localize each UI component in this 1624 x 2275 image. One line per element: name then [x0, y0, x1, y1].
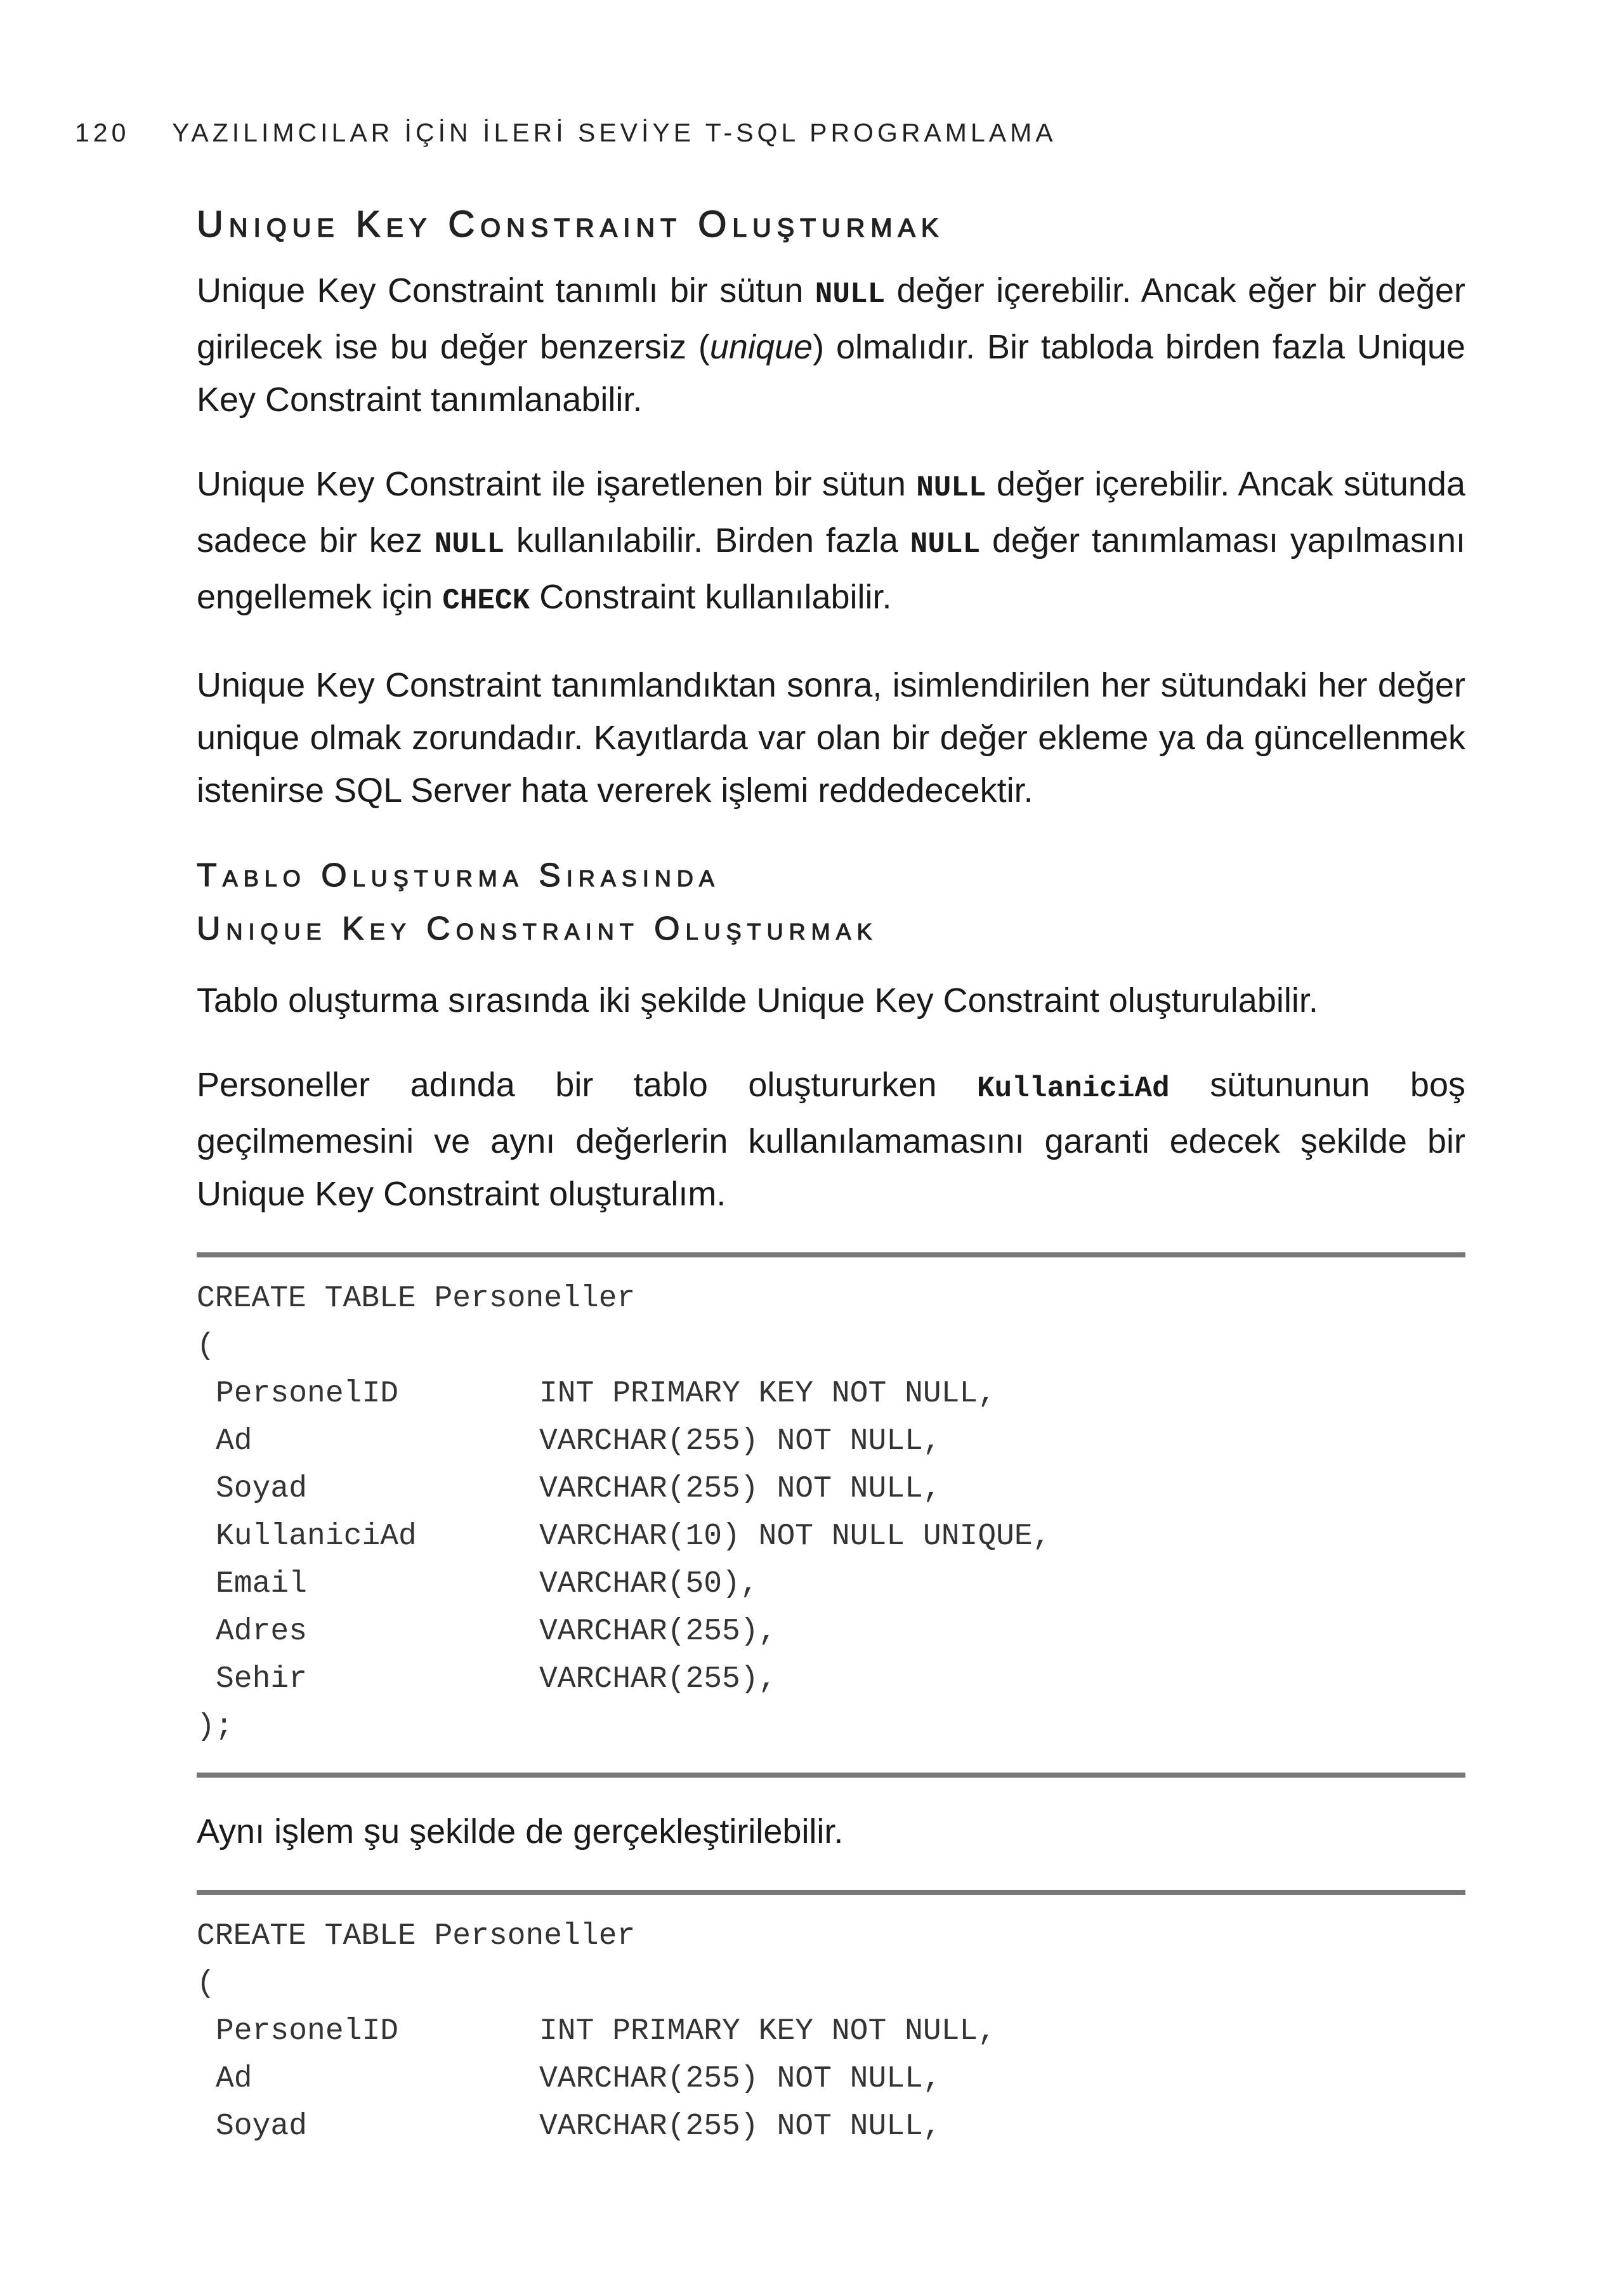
code-line-column: [197, 1608, 1465, 1656]
code-line-column: [197, 2008, 1465, 2055]
text-run: Unique Key Constraint ile işaretlenen bir sütun: [197, 465, 917, 503]
text-run: Personeller adında bir tablo oluştururken: [197, 1066, 978, 1104]
text-run: Tablo oluşturma sırasında iki şekilde Unique Key Constraint oluşturulabilir.: [197, 981, 1318, 1019]
code-line-close: );: [197, 1710, 233, 1744]
inline-code: NULL: [910, 528, 981, 561]
emphasis: unique: [709, 328, 813, 366]
text-run: kullanılabilir. Birden fazla: [504, 521, 910, 560]
section-heading: Unique Key Constraint Oluşturmak: [197, 204, 945, 245]
page-number: 120: [75, 118, 130, 147]
code-line-open-paren: (: [197, 1967, 215, 2001]
running-header: [75, 118, 1057, 148]
inline-code: KullaniciAd: [977, 1072, 1170, 1105]
code-line-column: [197, 1561, 1465, 1608]
text-run: değer içerebilir. Ancak sütunda sadece bir kez: [197, 465, 1465, 560]
column-definition: VARCHAR(255),: [539, 1615, 777, 1649]
text-run: değer içerebilir. Ancak eğer bir değer girilecek ise bu değer benzersiz (: [197, 272, 1465, 366]
subsection-body: [197, 974, 1465, 1221]
page-content: [197, 203, 1465, 2172]
code-line-column: [197, 2103, 1465, 2151]
body-paragraph: [197, 659, 1465, 817]
column-definition: VARCHAR(255) NOT NULL,: [539, 1472, 941, 1506]
inline-code: NULL: [916, 471, 986, 504]
code-line-open-paren: (: [197, 1329, 215, 1363]
inline-code: CHECK: [442, 584, 530, 617]
body-paragraph: [197, 974, 1465, 1027]
subsection-heading-line1: Tablo Oluşturma Sırasında: [197, 857, 720, 894]
column-definition: VARCHAR(255) NOT NULL,: [539, 2109, 941, 2144]
text-run: Unique Key Constraint tanımlandıktan sonra, isimlendirilen her sütundaki her değer unique olmak zorundadır. Kayıtlarda var olan bir değer ekleme ya da güncellenmek istenirse SQL Server hata vererek işlemi reddedecektir.: [197, 666, 1465, 810]
column-name: Adres: [216, 1615, 308, 1649]
subsection-heading: [197, 849, 1465, 955]
column-definition: VARCHAR(50),: [539, 1567, 759, 1601]
column-definition: VARCHAR(10) NOT NULL UNIQUE,: [539, 1519, 1051, 1554]
body-paragraph: [197, 458, 1465, 627]
code-line-column: [197, 1418, 1465, 1465]
body-paragraph: [197, 265, 1465, 426]
code-line-column: [197, 2055, 1465, 2103]
column-definition: INT PRIMARY KEY NOT NULL,: [539, 2014, 997, 2049]
between-text: Aynı işlem şu şekilde de gerçekleştirilebilir.: [197, 1813, 844, 1851]
column-name: Soyad: [216, 2109, 308, 2144]
column-definition: VARCHAR(255),: [539, 1662, 777, 1696]
subsection-heading-line2: Unique Key Constraint Oluşturmak: [197, 910, 878, 947]
column-name: Ad: [216, 1424, 252, 1459]
column-name: PersonelID: [216, 1377, 399, 1411]
inline-code: NULL: [815, 278, 886, 311]
inline-code: NULL: [434, 528, 505, 561]
text-run: değer tanımlaması yapılmasını engellemek için: [197, 521, 1465, 616]
section-body: [197, 265, 1465, 817]
code-line-column: [197, 1656, 1465, 1703]
column-name: PersonelID: [216, 2014, 399, 2049]
code-line-create: CREATE TABLE Personeller: [197, 1919, 636, 1953]
column-definition: INT PRIMARY KEY NOT NULL,: [539, 1377, 997, 1411]
code-line-column: [197, 1513, 1465, 1561]
column-name: Email: [216, 1567, 308, 1601]
column-definition: VARCHAR(255) NOT NULL,: [539, 1424, 941, 1459]
text-run: ) olmalıdır. Bir tabloda birden fazla Unique Key Constraint tanımlanabilir.: [197, 328, 1465, 419]
text-run: Constraint kullanılabilir.: [530, 578, 892, 616]
column-name: Sehir: [216, 1662, 308, 1696]
text-run: Unique Key Constraint tanımlı bir sütun: [197, 272, 815, 310]
code-block-1: [197, 1252, 1465, 1778]
body-paragraph: [197, 1059, 1465, 1221]
column-name: Ad: [216, 2062, 252, 2096]
text-run: sütununun boş geçilmemesini ve aynı değerlerin kullanılamamasını garanti edecek şekilde bir Unique Key Constraint oluşturalım.: [197, 1066, 1465, 1213]
running-title: YAZILIMCILAR İÇİN İLERİ SEVİYE T-SQL PROGRAMLAMA: [172, 118, 1057, 147]
column-definition: VARCHAR(255) NOT NULL,: [539, 2062, 941, 2096]
column-name: Soyad: [216, 1472, 308, 1506]
column-name: KullaniciAd: [216, 1519, 417, 1554]
code-line-column: [197, 1465, 1465, 1513]
code-block-2: [197, 1890, 1465, 2172]
code-line-column: [197, 1370, 1465, 1418]
code-line-create: CREATE TABLE Personeller: [197, 1282, 636, 1316]
